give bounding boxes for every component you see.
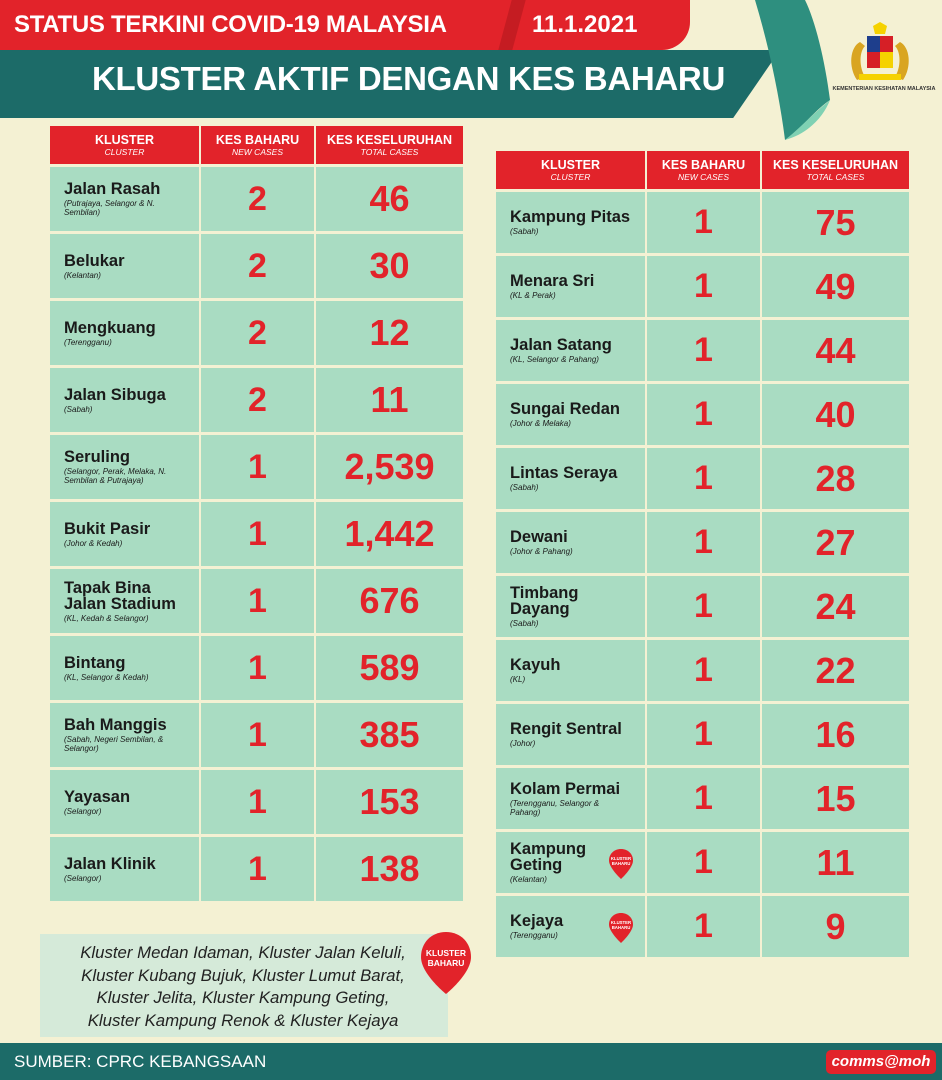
new-cases-value: 2	[248, 313, 267, 352]
cluster-cell	[50, 502, 201, 566]
new-cases-value: 1	[248, 849, 267, 888]
table-row	[50, 298, 463, 365]
cluster-name: Kampung Pitas	[510, 208, 631, 226]
table-row	[50, 365, 463, 432]
cluster-state: (Johor)	[510, 739, 536, 748]
total-cases-cell	[762, 512, 909, 573]
new-cases-value: 1	[248, 514, 267, 553]
table-row	[50, 767, 463, 834]
cluster-name: Kayuh	[510, 656, 561, 674]
total-cases-cell	[316, 502, 463, 566]
new-cases-cell	[647, 448, 762, 509]
coat-of-arms-icon	[845, 22, 915, 84]
cluster-cell	[50, 837, 201, 901]
cluster-name: Lintas Seraya	[510, 464, 618, 482]
total-cases-value: 1,442	[344, 513, 435, 554]
svg-text:BAHARU: BAHARU	[611, 861, 631, 866]
table-row	[496, 317, 909, 381]
table-row	[50, 499, 463, 566]
new-cluster-pin-icon	[418, 930, 474, 996]
total-cases-cell	[762, 896, 909, 957]
table-row	[496, 829, 909, 893]
new-cases-value: 1	[248, 447, 267, 486]
new-cases-cell	[647, 768, 762, 829]
new-cases-cell	[647, 256, 762, 317]
cluster-state: (Terengganu, Selangor & Pahang)	[510, 798, 600, 817]
cluster-cell	[496, 320, 647, 381]
cluster-state: (KL, Selangor & Pahang)	[510, 355, 599, 364]
cluster-cell	[496, 512, 647, 573]
cluster-state: (Sabah)	[510, 619, 539, 628]
note-line: Kluster Jelita, Kluster Kampung Geting,	[96, 988, 390, 1007]
new-cases-value: 1	[694, 267, 713, 305]
table-row	[496, 509, 909, 573]
cluster-state: (KL)	[510, 675, 526, 684]
new-cases-value: 1	[694, 843, 713, 881]
total-cases-value: 153	[359, 781, 420, 822]
total-cases-value: 75	[815, 201, 856, 243]
header-total-cases: KES KESELURUHAN TOTAL CASES	[316, 126, 463, 164]
table-row	[496, 765, 909, 829]
new-cases-cell	[647, 192, 762, 253]
source-label: SUMBER: CPRC KEBANGSAAN	[14, 1052, 267, 1071]
total-cases-value: 12	[369, 312, 410, 353]
cluster-cell	[50, 636, 201, 700]
total-cases-cell	[316, 837, 463, 901]
cluster-name: Mengkuang	[64, 318, 156, 337]
svg-text:BAHARU: BAHARU	[611, 925, 631, 930]
total-cases-value: 589	[359, 647, 420, 688]
new-cases-value: 1	[248, 581, 267, 620]
cluster-cell	[496, 384, 647, 445]
cluster-state: (Sabah)	[64, 404, 93, 414]
new-cases-cell	[201, 703, 316, 767]
cluster-cell	[496, 576, 647, 637]
cluster-name: Kampung Geting	[510, 840, 587, 874]
cluster-name: Seruling	[64, 448, 131, 466]
total-cases-cell	[316, 435, 463, 499]
new-cases-cell	[201, 301, 316, 365]
cluster-cell	[50, 301, 201, 365]
page-subtitle: KLUSTER AKTIF DENGAN KES BAHARU	[92, 60, 725, 97]
table-row	[496, 637, 909, 701]
cluster-name: Belukar	[64, 251, 125, 270]
cluster-cell	[50, 703, 201, 767]
new-cases-value: 1	[694, 331, 713, 369]
new-cases-value: 1	[694, 523, 713, 561]
cluster-state: (Putrajaya, Selangor & N. Sembilan)	[64, 199, 155, 217]
cluster-name: Tapak Bina Jalan Stadium	[64, 578, 176, 613]
total-cases-value: 11	[370, 379, 409, 420]
note-line: Kluster Kubang Bujuk, Kluster Lumut Barat,	[81, 965, 405, 985]
header-total-cases: KES KESELURUHAN TOTAL CASES	[762, 151, 909, 189]
new-cases-cell	[201, 435, 316, 499]
cluster-state: (Johor & Melaka)	[510, 419, 571, 428]
new-cases-value: 1	[694, 587, 713, 625]
new-cases-value: 2	[248, 179, 267, 218]
total-cases-value: 676	[359, 580, 420, 621]
new-cases-cell	[201, 837, 316, 901]
header-cluster: KLUSTER CLUSTER	[50, 126, 201, 164]
total-cases-value: 30	[369, 245, 410, 286]
cluster-name: Menara Sri	[510, 272, 595, 290]
new-cases-value: 1	[248, 715, 267, 754]
total-cases-cell	[316, 234, 463, 298]
report-date: 11.1.2021	[532, 11, 638, 38]
total-cases-value: 24	[815, 585, 856, 627]
cluster-state: (Selangor, Perak, Melaka, N. Sembilan & Putrajaya)	[64, 467, 167, 485]
total-cases-value: 15	[815, 777, 856, 819]
total-cases-value: 385	[359, 714, 420, 755]
total-cases-value: 2,539	[344, 446, 435, 487]
total-cases-value: 44	[815, 329, 856, 371]
table-row	[50, 231, 463, 298]
table-row	[496, 381, 909, 445]
table-row	[50, 566, 463, 633]
total-cases-cell	[762, 576, 909, 637]
new-cases-cell	[647, 832, 762, 893]
cluster-cell	[50, 167, 201, 231]
new-cases-value: 1	[248, 648, 267, 687]
cluster-state: (Sabah, Negeri Sembilan, & Selangor)	[64, 735, 164, 753]
total-cases-cell	[762, 448, 909, 509]
total-cases-cell	[316, 636, 463, 700]
new-cases-value: 1	[694, 779, 713, 817]
cluster-cell	[496, 768, 647, 829]
cluster-state: (KL & Perak)	[510, 291, 556, 300]
cluster-name: Bintang	[64, 653, 126, 672]
cluster-state: (Johor & Kedah)	[64, 538, 123, 548]
total-cases-value: 49	[815, 265, 856, 307]
total-cases-cell	[762, 768, 909, 829]
new-cases-cell	[201, 636, 316, 700]
note-line: Kluster Kampung Renok & Kluster Kejaya	[87, 1010, 399, 1030]
total-cases-cell	[316, 569, 463, 633]
table-row	[496, 189, 909, 253]
total-cases-cell	[762, 384, 909, 445]
cluster-cell	[50, 368, 201, 432]
table-row	[496, 445, 909, 509]
new-cases-cell	[201, 569, 316, 633]
cluster-cell	[496, 192, 647, 253]
new-cases-value: 1	[694, 203, 713, 241]
cluster-state: (Johor & Pahang)	[510, 547, 573, 556]
pin-label-top: KLUSTER	[425, 948, 467, 958]
table-header	[50, 126, 463, 164]
cluster-cell	[496, 256, 647, 317]
total-cases-cell	[762, 832, 909, 893]
cluster-cell	[496, 448, 647, 509]
cluster-cell	[50, 234, 201, 298]
total-cases-cell	[316, 167, 463, 231]
cluster-name: Bah Manggis	[64, 716, 167, 734]
cluster-cell	[496, 704, 647, 765]
table-header	[496, 151, 909, 189]
new-cases-cell	[647, 576, 762, 637]
cluster-state: (KL, Selangor & Kedah)	[64, 672, 149, 682]
new-cases-value: 1	[694, 395, 713, 433]
total-cases-value: 9	[825, 905, 846, 947]
new-cases-value: 2	[248, 380, 267, 419]
brand-badge: comms@moh	[826, 1050, 936, 1074]
table-row	[496, 893, 909, 957]
table-row	[50, 164, 463, 231]
new-cases-value: 1	[248, 782, 267, 821]
left-cluster-table	[50, 126, 463, 901]
cluster-cell	[50, 435, 201, 499]
pin-label-bottom: BAHARU	[427, 958, 465, 968]
table-row	[496, 573, 909, 637]
new-cases-cell	[201, 770, 316, 834]
new-cases-value: 1	[694, 459, 713, 497]
cluster-cell	[496, 640, 647, 701]
cluster-name: Jalan Sibuga	[64, 385, 166, 404]
cluster-state: (Kelantan)	[64, 270, 101, 280]
cluster-cell	[50, 569, 201, 633]
page-curl-icon	[745, 0, 830, 140]
page-title: STATUS TERKINI COVID-19 MALAYSIA	[14, 11, 447, 38]
total-cases-value: 27	[815, 521, 856, 563]
table-row	[50, 834, 463, 901]
total-cases-cell	[316, 368, 463, 432]
cluster-state: (Selangor)	[64, 806, 102, 816]
cluster-state: (KL, Kedah & Selangor)	[64, 613, 149, 623]
cluster-name: Yayasan	[64, 787, 131, 806]
header-new-cases: KES BAHARU NEW CASES	[647, 151, 762, 189]
total-cases-cell	[762, 640, 909, 701]
total-cases-cell	[762, 704, 909, 765]
new-cases-cell	[201, 234, 316, 298]
total-cases-value: 138	[359, 848, 420, 889]
total-cases-cell	[316, 703, 463, 767]
cluster-name: Sungai Redan	[510, 400, 621, 418]
table-row	[496, 253, 909, 317]
new-cases-value: 1	[694, 907, 713, 945]
total-cases-value: 22	[815, 649, 856, 691]
total-cases-value: 40	[815, 393, 856, 435]
new-cases-cell	[647, 896, 762, 957]
cluster-name: Jalan Rasah	[64, 180, 161, 198]
right-cluster-table	[496, 151, 909, 957]
new-cases-cell	[647, 320, 762, 381]
ministry-label: KEMENTERIAN KESIHATAN MALAYSIA	[832, 86, 936, 92]
header-cluster: KLUSTER CLUSTER	[496, 151, 647, 189]
svg-text:KLUSTER: KLUSTER	[610, 920, 632, 925]
new-cases-cell	[647, 640, 762, 701]
new-cluster-pin-icon	[608, 848, 634, 880]
new-clusters-note	[40, 934, 448, 1037]
table-row	[50, 633, 463, 700]
table-row	[50, 432, 463, 499]
cluster-state: (Kelantan)	[510, 875, 547, 884]
cluster-state: (Terengganu)	[510, 931, 558, 940]
cluster-name: Rengit Sentral	[510, 720, 622, 738]
cluster-name: Bukit Pasir	[64, 519, 151, 538]
table-row	[50, 700, 463, 767]
cluster-name: Jalan Klinik	[64, 854, 156, 873]
cluster-name: Dewani	[510, 528, 568, 546]
total-cases-cell	[762, 320, 909, 381]
cluster-name: Kolam Permai	[510, 779, 621, 798]
total-cases-cell	[762, 192, 909, 253]
total-cases-cell	[762, 256, 909, 317]
total-cases-cell	[316, 301, 463, 365]
note-line: Kluster Medan Idaman, Kluster Jalan Keluli,	[80, 943, 406, 962]
new-cases-cell	[201, 368, 316, 432]
new-cases-value: 1	[694, 715, 713, 753]
new-cases-cell	[201, 167, 316, 231]
cluster-name: Jalan Satang	[510, 336, 612, 354]
total-cases-value: 46	[369, 178, 410, 219]
cluster-state: (Selangor)	[64, 873, 102, 883]
total-cases-value: 16	[815, 713, 856, 755]
cluster-cell	[50, 770, 201, 834]
new-cases-cell	[647, 512, 762, 573]
new-cluster-pin-icon	[608, 912, 634, 944]
cluster-state: (Sabah)	[510, 227, 539, 236]
new-cases-cell	[201, 502, 316, 566]
cluster-state: (Terengganu)	[64, 337, 112, 347]
header-new-cases: KES BAHARU NEW CASES	[201, 126, 316, 164]
new-cases-cell	[647, 704, 762, 765]
total-cases-value: 28	[815, 457, 856, 499]
table-row	[496, 701, 909, 765]
total-cases-cell	[316, 770, 463, 834]
svg-text:KLUSTER: KLUSTER	[610, 856, 632, 861]
new-cases-value: 2	[248, 246, 267, 285]
cluster-state: (Sabah)	[510, 483, 539, 492]
new-cases-value: 1	[694, 651, 713, 689]
total-cases-value: 11	[816, 841, 855, 883]
cluster-name: Timbang Dayang	[510, 584, 579, 618]
new-cases-cell	[647, 384, 762, 445]
cluster-name: Kejaya	[510, 912, 564, 930]
